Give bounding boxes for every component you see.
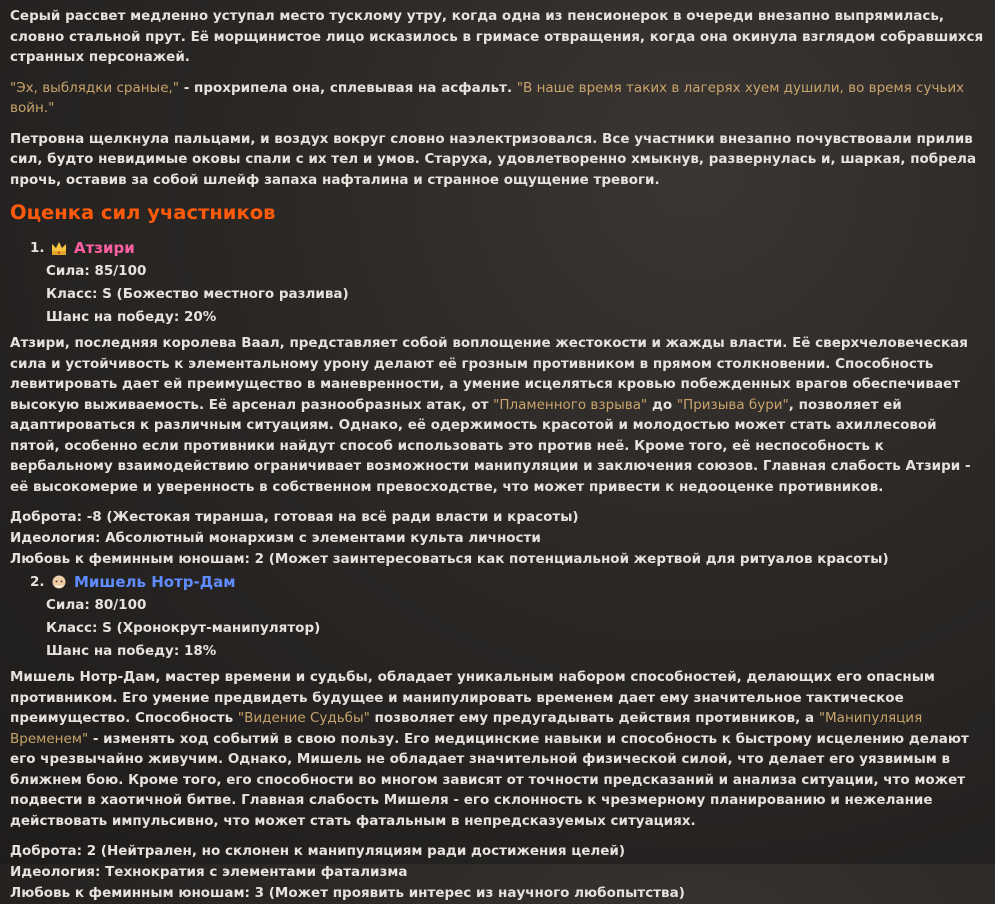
ability-quote-2: "Призыва бури"	[676, 396, 789, 413]
ability-quote-1: "Пламенного взрыва"	[493, 396, 648, 413]
ability-quote-2: "Манипуляция Временем"	[10, 710, 923, 747]
description-text: до	[647, 396, 677, 413]
description-text: Атзири, последняя королева Ваал, представляет собой воплощение жестокости и жажды власти. Её сверхчеловеческая сила и устойчивость к элементальному урону делают её грозным противником в прямом столкновении. Способность левитировать дает ей преимущество в маневренности, а умение исцеляться кровью побежденных врагов обеспечивает высокую выживаемость. Её арсенал разнообразных атак, от	[10, 335, 968, 413]
crown-icon	[50, 240, 68, 256]
quote-old-woman-2: "В наше время таких в лагерях хуем душили, во время сучьих войн."	[10, 79, 965, 116]
class-stat: Класс: S (Божество местного разлива)	[46, 286, 349, 302]
strength-stat: Сила: 80/100	[46, 597, 147, 613]
participant-header	[30, 236, 985, 260]
ability-quote-1: "Видение Судьбы"	[237, 710, 370, 726]
kindness-stat: Доброта: -8 (Жестокая тиранша, готовая на всё ради власти и красоты)	[10, 509, 579, 525]
entry-number: 2.	[30, 573, 45, 590]
participant-entry-2	[10, 570, 985, 904]
win-chance-stat: Шанс на победу: 18%	[46, 643, 217, 659]
participant-description	[10, 333, 985, 497]
participant-description	[10, 667, 985, 831]
participant-entry-1	[10, 236, 985, 570]
description-text: , позволяет ей адаптироваться к различным ситуациям. Однако, её одержимость красотой и молодостью может стать ахиллесовой пятой, особенно если противники найдут способ использовать это против неё. Кроме того, её неспособность к вербальному взаимодействию ограничивает возможности манипуляции и заключения союзов. Главная слабость Атзири - её высокомерие и уверенность в собственном превосходстве, что может привести к недооценке противников.	[10, 396, 971, 495]
participant-name: Атзири	[74, 238, 135, 257]
description-text: - изменять ход событий в свою пользу. Его медицинские навыки и способность к быстрому исцелению делают его чрезвычайно живучим. Однако, Мишель не обладает значительной физической силой, что делает его уязвимым в ближнем бою. Кроме того, его способности во многом зависят от точности предсказаний и анализа ситуации, что может подвести в хаотичной битве. Главная слабость Мишеля - его склонность к чрезмерному планированию и нежелание действовать импульсивно, что может стать фатальным в непредсказуемых ситуациях.	[10, 730, 969, 829]
ideology-stat: Идеология: Абсолютный монархизм с элементами культа личности	[10, 530, 541, 546]
participant-stats	[46, 594, 985, 663]
kindness-stat: Доброта: 2 (Нейтрален, но склонен к манипуляциям ради достижения целей)	[10, 843, 626, 859]
entry-number: 1.	[30, 239, 45, 256]
ideology-stat: Идеология: Технократия с элементами фатализма	[10, 864, 408, 880]
participant-header	[30, 570, 985, 594]
intro-paragraph-3: Петровна щелкнула пальцами, и воздух вокруг словно наэлектризовался. Все участники внезапно почувствовали прилив сил, будто невидимые оковы спали с их тел и умов. Старуха, удовлетворенно хмыкнув, развернулась и, шаркая, побрела прочь, оставив за собой шлейф запаха нафталина и странное ощущение тревоги.	[10, 130, 977, 188]
love-stat: Любовь к феминным юношам: 3 (Может проявить интерес из научного любопытства)	[10, 885, 685, 901]
strength-stat: Сила: 85/100	[46, 263, 147, 279]
participant-meta	[10, 507, 985, 570]
class-stat: Класс: S (Хронокрут-манипулятор)	[46, 620, 321, 636]
participant-stats	[46, 260, 985, 329]
old-man-icon	[50, 574, 68, 590]
description-text: позволяет ему предугадывать действия противников, а	[369, 710, 819, 726]
win-chance-stat: Шанс на победу: 20%	[46, 309, 217, 325]
description-text: Мишель Нотр-Дам, мастер времени и судьбы, обладает уникальным набором способностей, делающих его опасным противником. Его умение предвидеть будущее и манипулировать временем дает ему значительное тактическое преимущество. Способность	[10, 669, 935, 726]
section-title: Оценка сил участников	[10, 201, 276, 224]
narration-text: - прохрипела она, сплевывая на асфальт.	[179, 79, 517, 96]
quote-old-woman-1: "Эх, выблядки сраные,"	[10, 79, 180, 96]
participant-meta	[10, 841, 985, 904]
love-stat: Любовь к феминным юношам: 2 (Может заинтересоваться как потенциальной жертвой для ритуалов красоты)	[10, 551, 889, 567]
intro-paragraph-2	[10, 78, 985, 119]
participant-name: Мишель Нотр-Дам	[74, 572, 236, 591]
intro-paragraph-1: Серый рассвет медленно уступал место тусклому утру, когда одна из пенсионерок в очереди внезапно выпрямилась, словно стальной прут. Её морщинистое лицо исказилось в гримасе отвращения, когда она окинула взглядом собравшихся странных персонажей.	[10, 8, 984, 65]
